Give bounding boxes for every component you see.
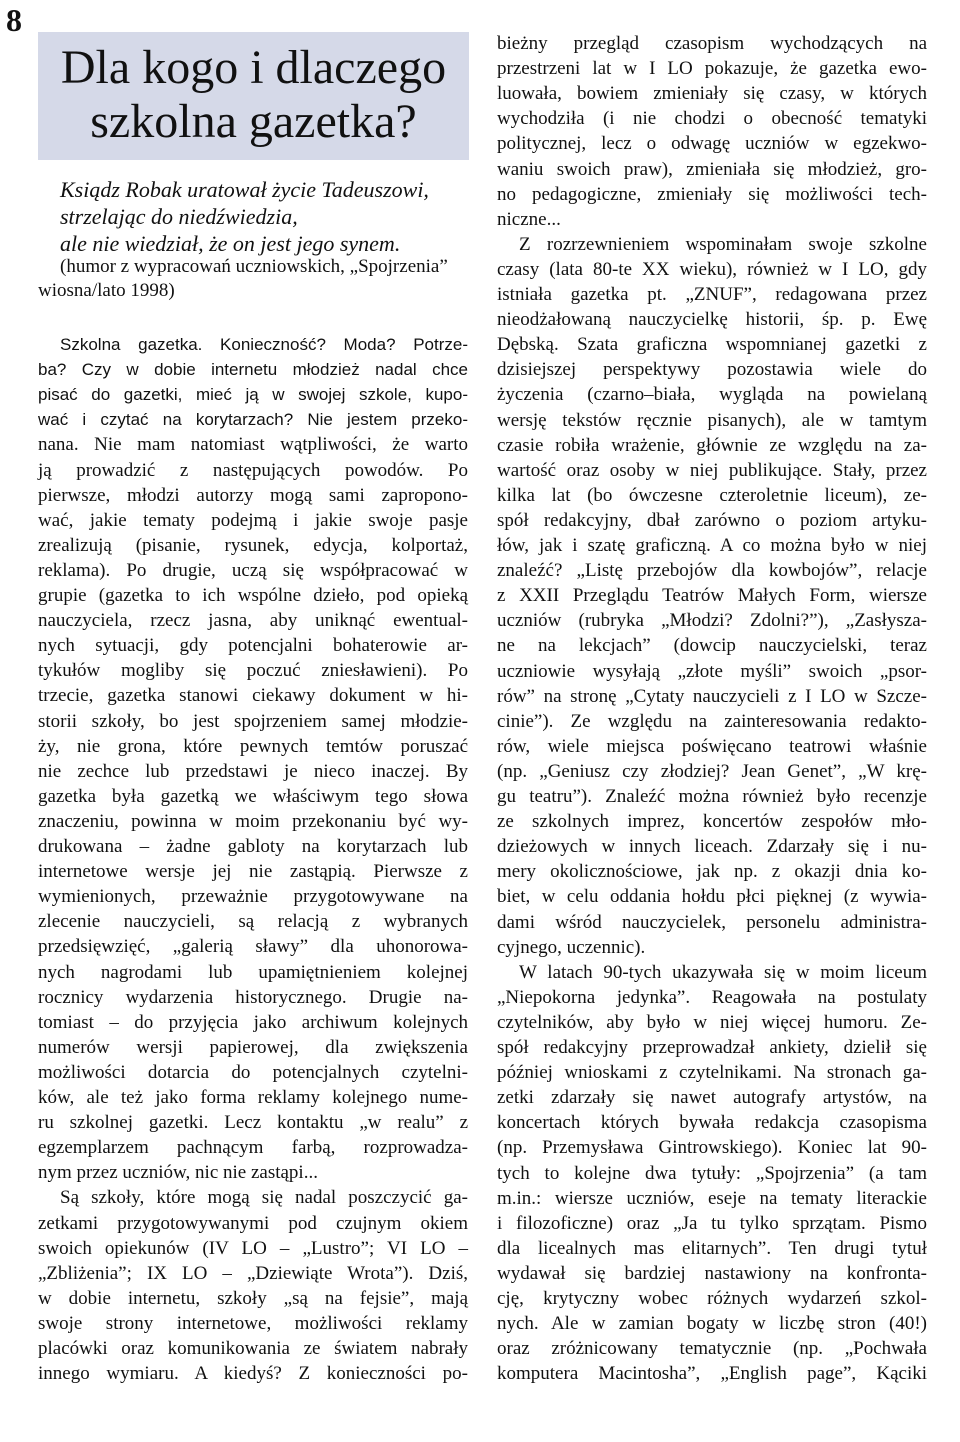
text-line: tomiast – do przyjęcia jako archiwum kolejnych — [38, 1011, 468, 1033]
text-line: swoje strony internetowe, możliwości reklamy — [38, 1312, 468, 1334]
text-line: reklama). Po drugie, uczą się współpracować w — [38, 559, 468, 581]
text-line: wać, jakie tematy podejmą i jakie swoje pasje — [38, 509, 468, 531]
text-line: i filozoficzne) oraz „Ja tu tylko sprzątam. Pismo — [497, 1212, 927, 1234]
text-line: bieżny przegląd czasopism wychodzących na — [497, 33, 927, 54]
text-line: numerów wersji papierowej, dla zwiększenia — [38, 1036, 468, 1058]
text-line: innego wymiaru. A kiedyś? Z konieczności po- — [38, 1363, 468, 1385]
text-line: ków, ale też jako forma reklamy kolejnego nume- — [38, 1087, 468, 1108]
text-line: wydawał się bardziej nastawiony na konfronta- — [497, 1262, 927, 1284]
epigraph-line: Ksiądz Robak uratował życie Tadeuszowi, — [60, 177, 429, 202]
text-line: życzenia (czarno–biała, wygląda na powielaną — [497, 384, 927, 406]
text-line: wersję tekstów ręcznie pisanych), ale w tamtym — [497, 409, 927, 431]
text-line: zlecenie nauczycieli, są relacją z wybranych — [38, 911, 468, 933]
text-line: pierwsze, młodzi autorzy mogą sami zapropono- — [38, 484, 468, 506]
text-line: zetkami przygotowywanymi pod czujnym okiem — [38, 1212, 468, 1234]
text-line: z XXII Przeglądu Teatrów Małych Form, wiersze — [497, 585, 927, 607]
text-line: znaczeniu, powinna w moim przekonaniu być wy- — [38, 810, 468, 832]
text-line: rów, wiele miejsca poświęcano teatrowi właśnie — [497, 735, 927, 757]
text-line: dla licealnych mas elitarnych”. Ten drugi tytuł — [497, 1237, 927, 1259]
epigraph — [38, 0, 468, 330]
text-line: przestrzeni lat w I LO pokazuje, że gazetka ewo- — [497, 58, 927, 80]
text-line: no pedagogiczne, zmieniały się możliwości tech- — [497, 183, 927, 205]
text-line: komputera Macintosha”, „English page”, Kąciki — [497, 1363, 927, 1385]
text-line: nych nagrodami lub upamiętnieniem kolejnej — [38, 961, 468, 983]
text-line: placówki oraz komunikowania ze światem nabrały — [38, 1338, 468, 1359]
text-line: internetowe wersje jej nie zastąpią. Pierwsze z — [38, 861, 468, 883]
text-line: cinie”). Ze względu na zainteresowania redakto- — [497, 710, 927, 732]
text-line: ją prowadzić z następujących powodów. Po — [38, 459, 468, 481]
text-line: czasie robiła wrażenie, głównie ze względu na za- — [497, 434, 927, 456]
text-line: znaleźć? „Listę przebojów dla kowbojów”, relacje — [497, 560, 927, 582]
text-line: kilka lat (bo ówczesne czteroletnie liceum), ze- — [497, 484, 927, 506]
text-line: pisać do gazetki, mieć ją w swojej szkole, kupo- — [38, 385, 468, 405]
text-line: Dębską. Szata graficzna wspomnianej gazetki z — [497, 334, 927, 356]
right-text-column — [497, 32, 927, 1432]
text-line: dami wśród nauczycielek, personelu administra- — [497, 911, 927, 933]
text-line: (np. „Geniusz czy złodziej? Jean Genet”, „W krę- — [497, 760, 927, 782]
text-line: ru szkolnej gazetki. Lecz kontaktu „w realu” z — [38, 1112, 468, 1134]
text-line: ze szkolnych imprez, koncertów zespołów mło- — [497, 811, 927, 833]
text-line: niczne... — [497, 208, 561, 230]
text-line: nych. Ale w zamian bogaty w liczbę stron (40!) — [497, 1313, 927, 1335]
text-line: łów, jak i szatę graficzną. A co można było w niej — [497, 535, 927, 556]
text-line: „Zbliżenia”; IX LO – „Dziewiąte Wrota”). Dziś, — [38, 1262, 468, 1284]
epigraph-line: ale nie wiedział, że on jest jego synem. — [60, 231, 401, 256]
text-line: wychodziła (i nie chodzi o obecność tematyki — [497, 108, 927, 130]
text-line: egzemplarzem pachnącym farbą, rozprowadza- — [38, 1137, 468, 1159]
text-line: Z rozrzewnieniem wspominałam swoje szkolne — [519, 233, 927, 255]
text-line: wartość oraz osoby w niej publikujące. Stały, przez — [497, 459, 927, 481]
text-line: zrealizują (pisanie, rysunek, edycja, kolportaż, — [38, 534, 468, 556]
text-line: nieodżałowaną nauczycielkę historii, śp. p. Ewę — [497, 309, 927, 331]
text-line: spół redakcyjny, dbał zarówno o poziom artyku- — [497, 509, 927, 531]
text-line: W latach 90-tych ukazywała się w moim liceum — [519, 961, 927, 983]
text-line: przedsięwzięć, „galerią sławy” dla uhonorowa- — [38, 936, 468, 958]
text-line: cyjnego, uczennic). — [497, 936, 646, 958]
text-line: wymienionych, przeważnie przygotowywane na — [38, 886, 468, 908]
text-line: dzieżowych w innych liceach. Zdarzały się i nu- — [497, 836, 927, 858]
text-line: nym przez uczniów, nic nie zastąpi... — [38, 1162, 318, 1184]
text-line: „Niepokorna jedynka”. Reagowała na postulaty — [497, 986, 927, 1008]
text-line: ne na lekcjach” (dowcip nauczycielski, teraz — [497, 635, 927, 657]
text-line: ba? Czy w dobie internetu młodzież nadal chce — [38, 360, 468, 380]
text-line: trzecie, gazetka stanowi ciekawy dokument w hi- — [38, 685, 468, 707]
text-line: dzisiejszej perspektywy pozostawia wiele do — [497, 359, 927, 381]
text-line: Szkolna gazetka. Konieczność? Moda? Potrze- — [60, 335, 468, 354]
text-line: możliwości dotarcia do potencjalnych czytelni- — [38, 1061, 468, 1083]
text-line: gazetka była gazetką we właściwym tego słowa — [38, 785, 468, 807]
text-line: nych sytuacji, gdy potencjalni bohaterowie ar- — [38, 635, 468, 657]
text-line: Są szkoły, które mogą się nadal poszczycić ga- — [60, 1187, 468, 1209]
text-line: nauczyciela, rzecz jasna, aby uniknąć ewentual- — [38, 610, 468, 632]
text-line: gu teatru”). Znaleźć można również było recenzje — [497, 786, 927, 807]
left-text-column — [38, 333, 468, 1433]
text-line: waniu swoich praw), zmieniała się młodzież, gro- — [497, 158, 927, 180]
text-line: czasy (lata 80-te XX wieku), również w I LO, gdy — [497, 258, 927, 280]
text-line: spół redakcyjny przeprowadzał ankiety, dzielił się — [497, 1037, 927, 1058]
text-line: uczniów (rubryka „Młodzi? Zdolni?”), „Zasłysza- — [497, 610, 927, 632]
text-line: politycznej, lecz o odwagę uczniów w egzekwo- — [497, 133, 927, 155]
text-line: wać i czytać na korytarzach? Nie jestem przeko- — [38, 410, 468, 430]
epigraph-citation: (humor z wypracowań uczniowskich, „Spojrzenia” — [60, 256, 448, 277]
text-line: drukowana – żadne gabloty na korytarzach lub — [38, 836, 468, 857]
text-line: luowała, bowiem zmieniały się czasy, w których — [497, 83, 927, 105]
text-line: biet, w celu oddania hołdu płci pięknej (z wywia- — [497, 886, 927, 908]
text-line: grupie (gazetka to ich wspólne dzieło, pod opieką — [38, 585, 468, 606]
text-line: m.in.: wiersze uczniów, eseje na tematy literackie — [497, 1187, 927, 1209]
text-line: (np. Przemysława Gintrowskiego). Koniec lat 90- — [497, 1137, 927, 1159]
text-line: czytelników, aby było w niej więcej humoru. Ze- — [497, 1011, 927, 1033]
epigraph-line: strzelając do niedźwiedzia, — [60, 204, 298, 229]
page-number: 8 — [6, 2, 22, 38]
text-line: uczniowie wysyłają „złote myśli” swoich „psor- — [497, 660, 927, 682]
text-line: rów” na stronę „Cytaty nauczycieli z I LO w Szcze- — [497, 685, 927, 707]
article-title-line-1: Dla kogo i dlaczego — [60, 41, 447, 94]
text-line: ży, nie grona, które pewnych temtów poruszać — [38, 735, 468, 757]
text-line: tykułów mogliby się poczuć zniesławieni). Po — [38, 660, 468, 682]
text-line: storii szkoły, bo jest spojrzeniem samej młodzie- — [38, 710, 468, 732]
text-line: w dobie internetu, szkoły „są na fejsie”, mają — [38, 1287, 468, 1309]
text-line: tych to kolejne dwa tytuły: „Spojrzenia” (a tam — [497, 1162, 927, 1184]
text-line: istniała gazetka pt. „ZNUF”, redagowana przez — [497, 284, 927, 305]
epigraph-citation: wiosna/lato 1998) — [38, 280, 175, 301]
text-line: zetki zdarzały się nawet autografy artystów, na — [497, 1087, 927, 1109]
text-line: nie zechce lub przedstawi je nieco inaczej. By — [38, 760, 468, 782]
text-line: swoich opiekunów (IV LO – „Lustro”; VI LO – — [38, 1237, 468, 1259]
text-line: cję, krytyczny wobec różnych wydarzeń szkol- — [497, 1288, 927, 1309]
text-line: później wnioskami z czytelnikami. Na stronach ga- — [497, 1062, 927, 1084]
article-title-line-2: szkolna gazetka? — [90, 95, 417, 148]
text-line: mery okolicznościowe, jak np. z okazji dnia ko- — [497, 861, 927, 883]
text-line: oraz zróżnicowany tematycznie (np. „Pochwała — [497, 1338, 927, 1360]
text-line: koncertach których bywała redakcja czasopisma — [497, 1112, 927, 1134]
text-line: nana. Nie mam natomiast wątpliwości, że warto — [38, 434, 468, 456]
text-line: rocznicy wydarzenia historycznego. Drugie na- — [38, 986, 468, 1008]
